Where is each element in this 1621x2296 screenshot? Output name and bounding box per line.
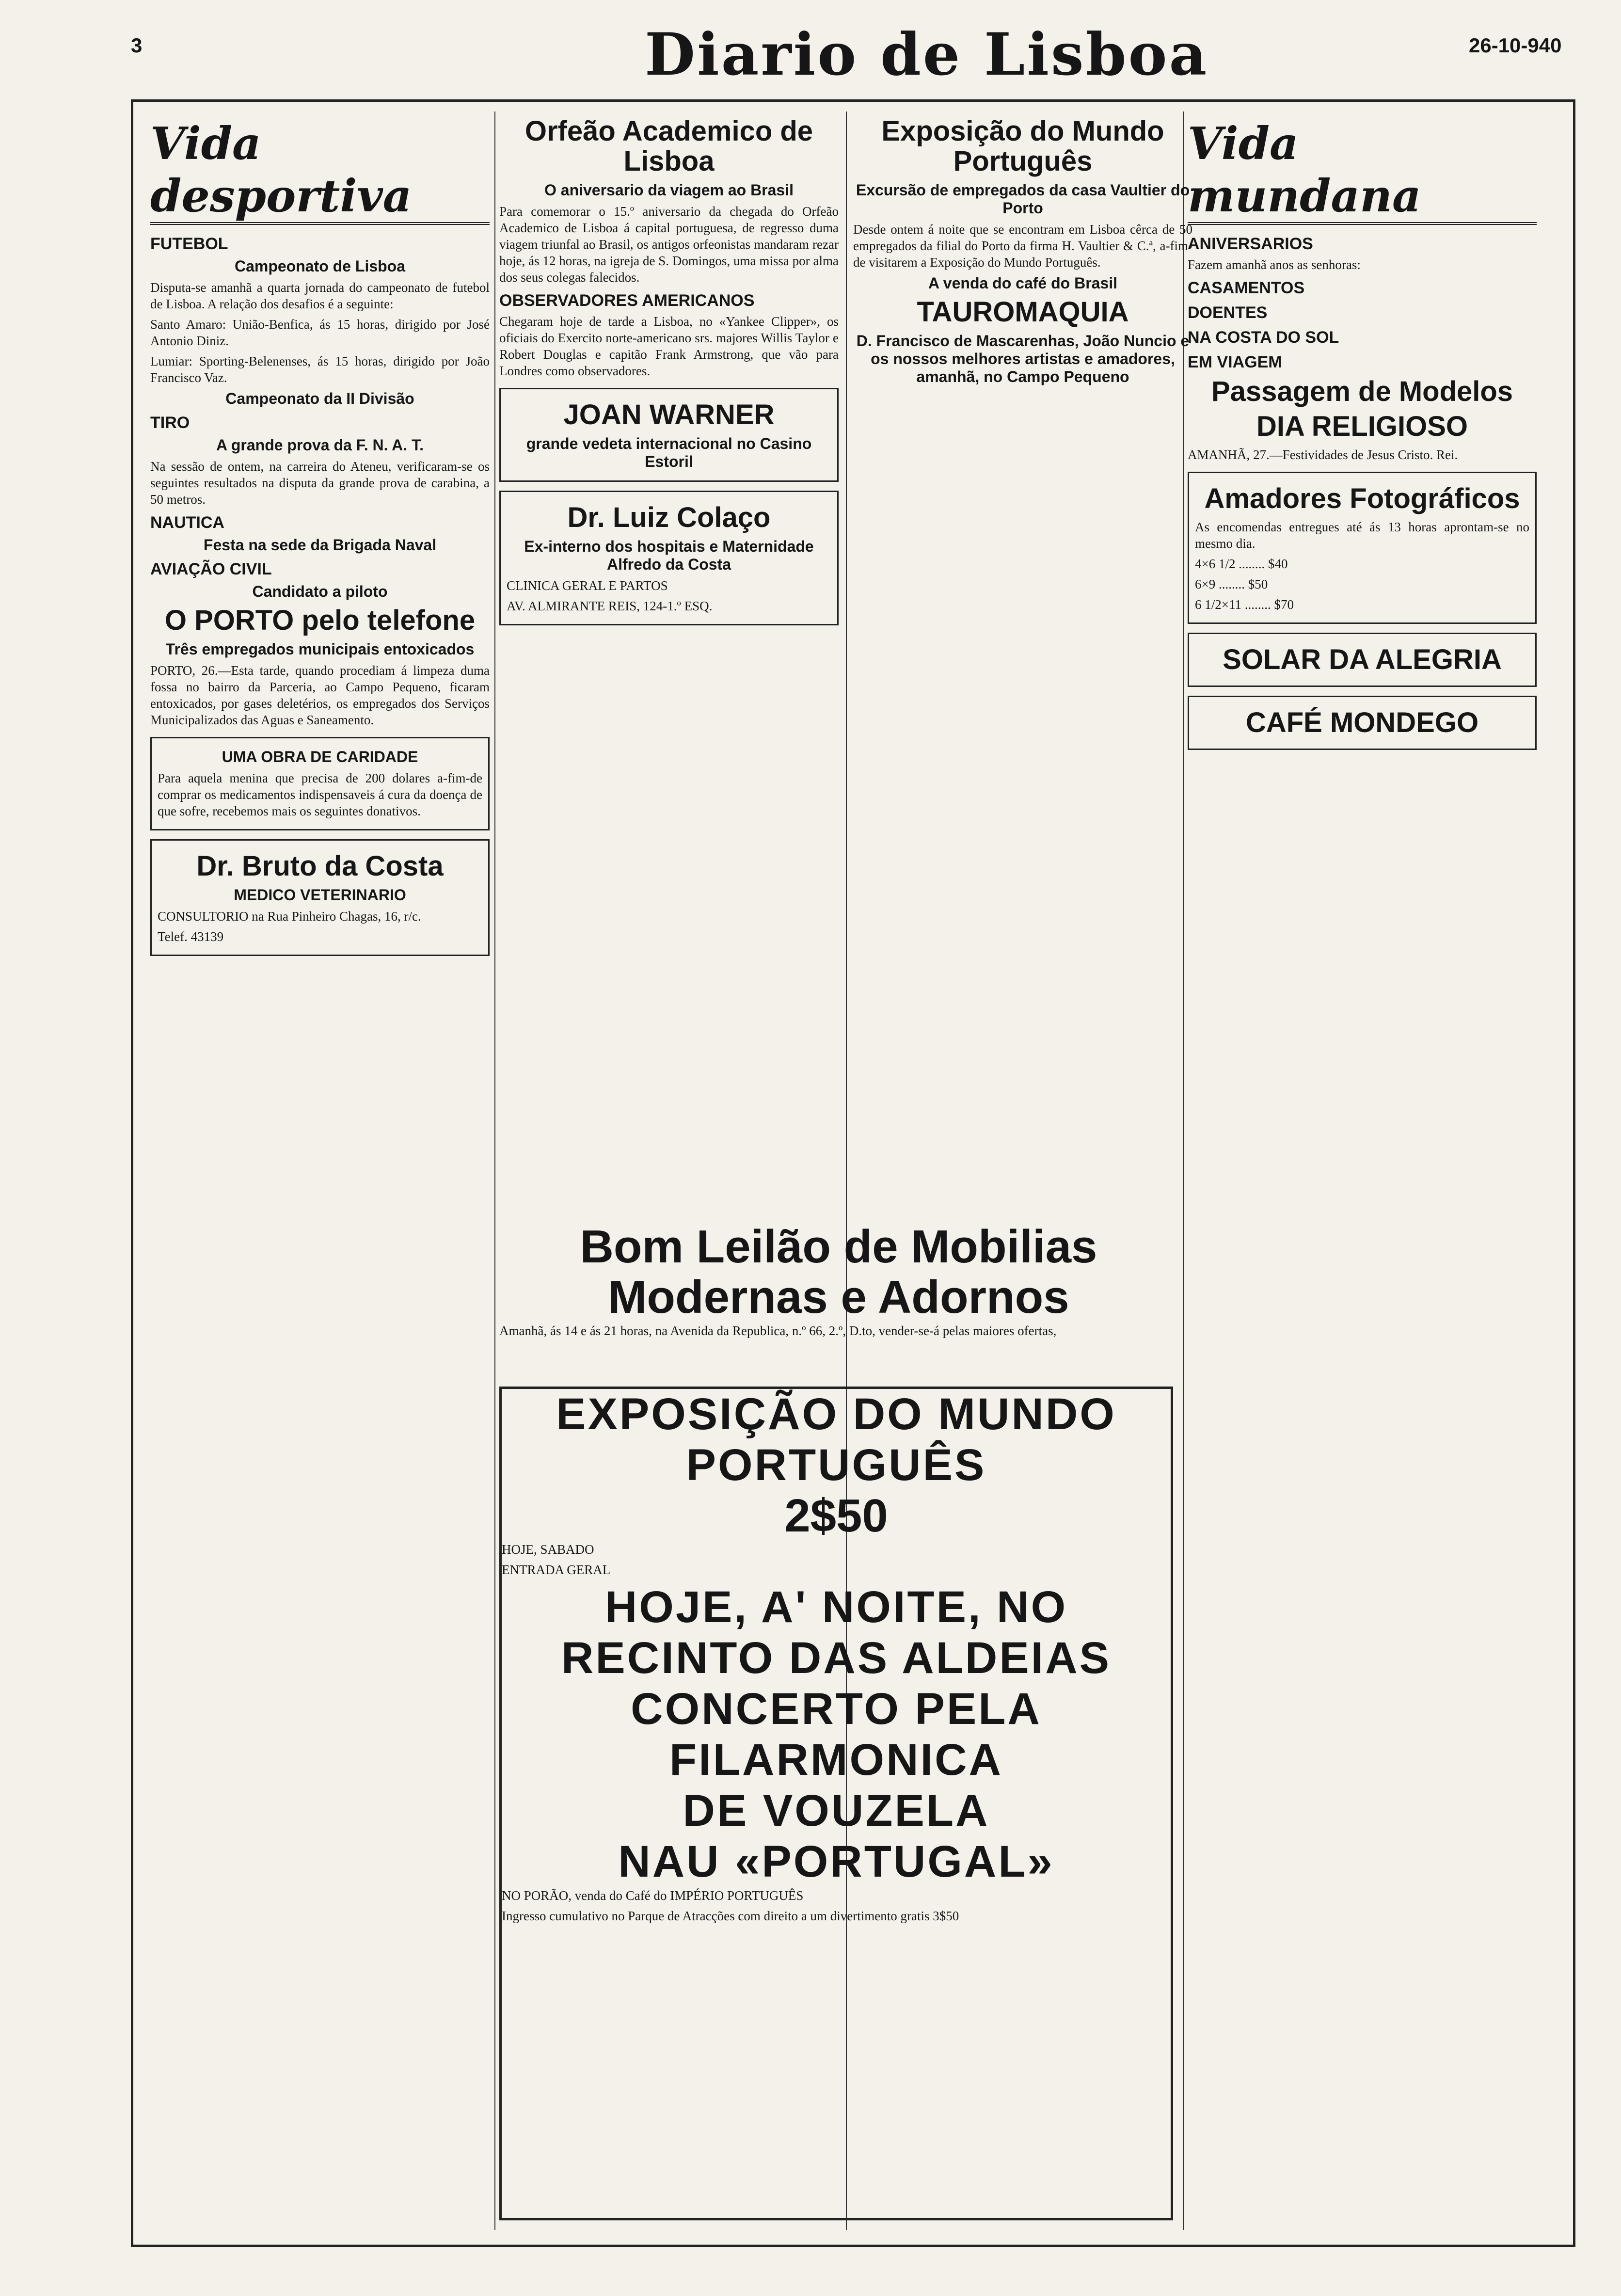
article-subheading: Campeonato da II Divisão (225, 390, 414, 407)
auction-banner (499, 1222, 1178, 1343)
doctor-phone: Telef. 43139 (158, 929, 224, 944)
joan-warner-title: JOAN WARNER (563, 399, 775, 430)
charity-box (150, 737, 490, 830)
paragraph: Para comemorar o 15.º aniversario da chegada do Orfeão Academico de Lisboa á capital portuguesa, de regresso duma viagem triunfal ao Brasil, os antigos orfeonistas mandaram rezar hoje, ás 12 horas, na igreja de S. Domingos, uma missa por alma dos seus colegas falecidos. (499, 204, 839, 285)
ad-line-2: PORTUGUÊS (686, 1440, 986, 1490)
observers-heading: OBSERVADORES AMERICANOS (499, 291, 755, 310)
column-rule (494, 112, 495, 2230)
doctor-title: MEDICO VETERINARIO (234, 886, 406, 904)
cafe-title: CAFÉ MONDEGO (1245, 707, 1479, 738)
football-heading: FUTEBOL (150, 235, 228, 253)
paragraph: Fazem amanhã anos as senhoras: (1188, 257, 1361, 272)
doctor-name: Dr. Bruto da Costa (196, 850, 444, 882)
paragraph: Chegaram hoje de tarde a Lisboa, no «Yankee Clipper», os oficiais do Exercito norte-americano srs. majores Willis Taylor e Robert Douglas e capitão Frank Armstrong, que vão para Londres como observadores. (499, 314, 839, 378)
religious-heading: DIA RELIGIOSO (1256, 411, 1468, 442)
article-subheading: Campeonato de Lisboa (234, 257, 406, 275)
charity-heading: UMA OBRA DE CARIDADE (222, 748, 418, 765)
article-headline: Exposição do Mundo Português (881, 115, 1164, 177)
coast-heading: NA COSTA DO SOL (1188, 328, 1339, 347)
price-row: 6 1/2×11 ........ $70 (1195, 597, 1294, 612)
shooting-heading: TIRO (150, 414, 190, 432)
cafe-ad (1188, 696, 1537, 750)
exhibition-ad (499, 1387, 1173, 2220)
doctor-address: CONSULTORIO na Rua Pinheiro Chagas, 16, r/c. (158, 909, 421, 924)
article-subheading: D. Francisco de Mascarenhas, João Nuncio e os nossos melhores artistas e amadores, amanhã, no Campo Pequeno (856, 332, 1190, 385)
luiz-colaco-sub: Ex-interno dos hospitais e Maternidade Alfredo da Costa (524, 538, 814, 573)
price-row: 6×9 ........ $50 (1195, 577, 1268, 591)
society-column (1188, 112, 1537, 759)
birthdays-heading: ANIVERSARIOS (1188, 235, 1313, 253)
paragraph: Na sessão de ontem, na carreira do Ateneu, verificaram-se os seguintes resultados na disputa da grande prova de carabina, a 50 metros. (150, 459, 490, 507)
luiz-colaco-address: AV. ALMIRANTE REIS, 124-1.º ESQ. (507, 599, 713, 613)
porto-headline: O PORTO pelo telefone (164, 605, 476, 636)
paragraph: Para aquela menina que precisa de 200 dolares a-fim-de comprar os medicamentos indispensaveis á cura da doença de que sofre, recebemos mais os seguintes donativos. (158, 771, 482, 818)
masthead (0, 0, 1621, 102)
ad-today: HOJE, SABADO (502, 1542, 594, 1557)
travel-heading: EM VIAGEM (1188, 353, 1282, 371)
orfeao-column (499, 112, 839, 634)
section-heading: Vida mundana (1188, 117, 1537, 225)
article-subheading: Festa na sede da Brigada Naval (203, 536, 437, 554)
luiz-colaco-clinic: CLINICA GERAL E PARTOS (507, 578, 668, 593)
auction-text: Amanhã, ás 14 e ás 21 horas, na Avenida da Republica, n.º 66, 2.º, D.to, vender-se-á pelas maiores ofertas, (499, 1323, 1057, 1338)
article-subheading: Candidato a piloto (252, 583, 388, 600)
nautical-heading: NAUTICA (150, 513, 224, 532)
solar-title: SOLAR DA ALEGRIA (1223, 644, 1502, 675)
article-headline: Orfeão Academico de Lisboa (524, 115, 813, 177)
luiz-colaco-ad (499, 491, 839, 625)
paragraph: Lumiar: Sporting-Belenenses, ás 15 horas, dirigido por João Francisco Vaz. (150, 354, 490, 385)
article-subheading: O aniversario da viagem ao Brasil (544, 181, 794, 199)
fashion-heading: Passagem de Modelos (1211, 376, 1513, 407)
article-subheading: A grande prova da F. N. A. T. (216, 436, 424, 454)
article-subheading: A venda do café do Brasil (928, 274, 1118, 292)
solar-ad (1188, 633, 1537, 687)
bullfighting-heading: TAUROMAQUIA (917, 296, 1129, 328)
page-number: 3 (131, 34, 143, 57)
newspaper-title: Diario de Lisboa (645, 20, 1209, 89)
section-heading: Vida desportiva (150, 117, 490, 225)
sports-column (150, 112, 490, 965)
column-rule (1183, 112, 1184, 2230)
aviation-heading: AVIAÇÃO CIVIL (150, 560, 272, 578)
joan-warner-sub: grande vedeta internacional no Casino Estoril (526, 435, 812, 470)
doctor-ad (150, 839, 490, 956)
joan-warner-ad (499, 388, 839, 482)
ad-line-1: EXPOSIÇÃO DO MUNDO (556, 1389, 1116, 1439)
article-subheading: Excursão de empregados da casa Vaultier do Porto (856, 181, 1190, 217)
ad-price: 2$50 (784, 1490, 888, 1542)
ad-nau: NAU «PORTUGAL» (618, 1837, 1054, 1886)
photo-ad-title: Amadores Fotográficos (1204, 483, 1520, 514)
ad-porao: NO PORÃO, venda do Café do IMPÉRIO PORTUGUÊS (502, 1888, 804, 1903)
price-row: 4×6 1/2 ........ $40 (1195, 557, 1288, 571)
ad-ingresso: Ingresso cumulativo no Parque de Atracções com direito a um divertimento gratis 3$50 (502, 1909, 959, 1923)
ad-vouzela: DE VOUZELA (683, 1786, 990, 1835)
patients-heading: DOENTES (1188, 303, 1268, 322)
ad-entry: ENTRADA GERAL (502, 1563, 611, 1577)
paragraph: Santo Amaro: União-Benfica, ás 15 horas, dirigido por José Antonio Diniz. (150, 317, 490, 348)
article-subheading: Três empregados municipais entoxicados (165, 640, 475, 658)
photo-ad (1188, 472, 1537, 624)
weddings-heading: CASAMENTOS (1188, 279, 1305, 297)
auction-title: Bom Leilão de Mobilias Modernas e Adornos (580, 1221, 1097, 1323)
paragraph: Disputa-se amanhã a quarta jornada do campeonato de futebol de Lisboa. A relação dos desafios é a seguinte: (150, 280, 490, 311)
ad-concert: CONCERTO PELA FILARMONICA (631, 1684, 1042, 1785)
luiz-colaco-name: Dr. Luiz Colaço (567, 502, 771, 533)
paragraph: Desde ontem á noite que se encontram em Lisboa cêrca de 50 empregados da filial do Porto da firma H. Vaultier & C.ª, a-fim-de visitarem a Exposição do Mundo Português. (853, 222, 1192, 270)
exhibition-column (853, 112, 1192, 390)
issue-date: 26-10-940 (1469, 34, 1562, 57)
paragraph: AMANHÃ, 27.—Festividades de Jesus Cristo. Rei. (1188, 447, 1458, 462)
paragraph: PORTO, 26.—Esta tarde, quando procediam á limpeza duma fossa no bairro da Parceria, ao Campo Pequeno, ficaram entoxicados, por gases deletérios, os empregados dos Serviços Municipalizados das Aguas e Saneamento. (150, 663, 490, 727)
photo-ad-text: As encomendas entregues até ás 13 horas aprontam-se no mesmo dia. (1195, 520, 1529, 551)
ad-night: HOJE, A' NOITE, NO RECINTO DAS ALDEIAS (561, 1582, 1112, 1683)
